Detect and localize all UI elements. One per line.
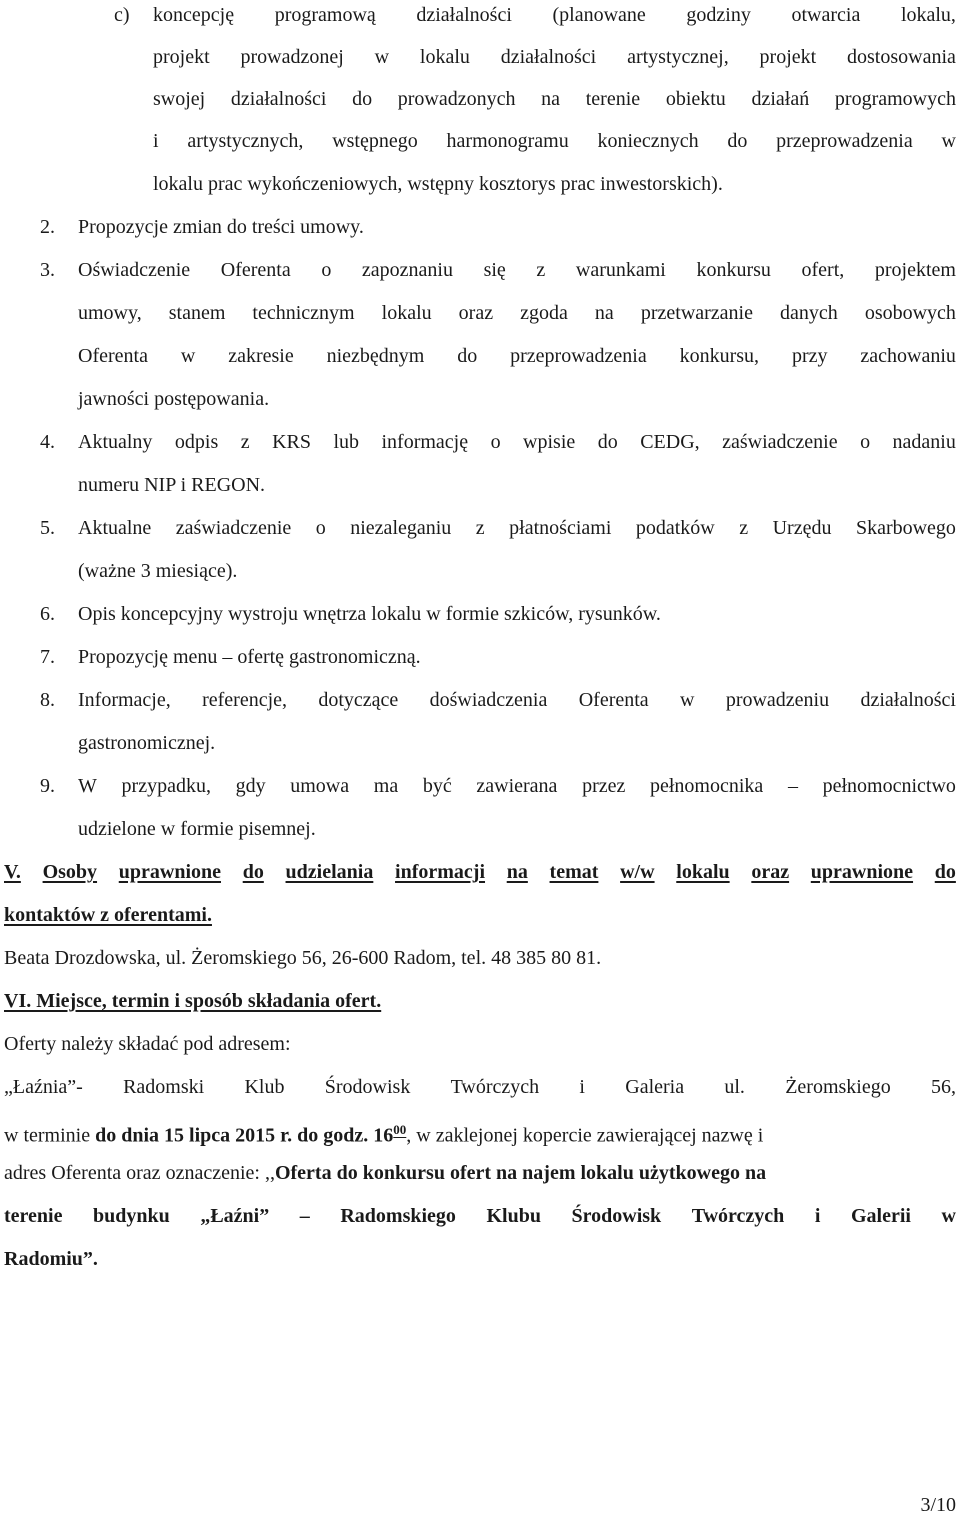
word: stanem [168, 302, 226, 324]
list-item-line: jawności postępowania. [78, 388, 270, 410]
word: harmonogramu [446, 130, 569, 152]
word: do [352, 88, 373, 110]
word: danych [780, 302, 838, 324]
word: i [814, 1205, 821, 1227]
word: uprawnione [810, 861, 914, 883]
word: prowadzeniu [725, 689, 830, 711]
list-item-line [78, 771, 956, 801]
word: o [490, 431, 501, 453]
word: przetwarzanie [640, 302, 753, 324]
word: Środowisk [571, 1205, 662, 1227]
word: gdy [235, 775, 266, 797]
word: zachowaniu [860, 345, 956, 367]
word: Żeromskiego [785, 1076, 891, 1098]
word: zaświadczenie [722, 431, 838, 453]
word: umowy, [78, 302, 142, 324]
item-c-line [153, 0, 956, 30]
submission-intro: Oferty należy składać pod adresem: [4, 1033, 291, 1055]
word: osobowych [864, 302, 956, 324]
word: zgoda [520, 302, 568, 324]
section-v-heading [4, 857, 956, 887]
word: godziny [686, 4, 751, 26]
word: Oferenta [220, 259, 291, 281]
word: prowadzonej [240, 46, 344, 68]
word: swojej [153, 88, 206, 110]
list-number: 6. [40, 603, 55, 625]
word: udzielania [285, 861, 374, 883]
deadline-prefix: w terminie [4, 1124, 96, 1147]
list-item-line [78, 255, 956, 285]
section-v-heading: kontaktów z oferentami. [4, 904, 212, 926]
word: zakresie [228, 345, 294, 367]
word: na [541, 88, 561, 110]
word: CEDG, [640, 431, 700, 453]
word: w [941, 130, 956, 152]
word: informacji [395, 861, 486, 883]
word: KRS [272, 431, 311, 453]
list-item-line [78, 341, 956, 371]
word: „Łaźni” [200, 1205, 270, 1227]
list-number: 2. [40, 216, 55, 238]
word: projekt [153, 46, 210, 68]
contact-info: Beata Drozdowska, ul. Żeromskiego 56, 26-600 Radom, tel. 48 385 80 81. [4, 947, 602, 969]
word: na [506, 861, 528, 883]
word: z [536, 259, 546, 281]
word: niezbędnym [326, 345, 425, 367]
word: wpisie [523, 431, 576, 453]
word: o [860, 431, 871, 453]
list-item-line: (ważne 3 miesiące). [78, 560, 238, 582]
word: Informacje, [78, 689, 171, 711]
word: pełnomocnika [650, 775, 764, 797]
word: podatków [635, 517, 715, 539]
list-item-line [78, 298, 956, 328]
word: o [315, 517, 326, 539]
word: Oświadczenie [78, 259, 191, 281]
section-vi-heading: VI. Miejsce, termin i sposób składania ofert. [4, 990, 382, 1012]
word: doświadczenia [429, 689, 548, 711]
list-item-line: Propozycję menu – ofertę gastronomiczną. [78, 646, 421, 668]
word: projektem [874, 259, 956, 281]
word: zawierana [476, 775, 558, 797]
deadline-minutes: 00 [393, 1122, 407, 1137]
word: zaświadczenie [175, 517, 292, 539]
word: przez [582, 775, 626, 797]
word: – [787, 775, 798, 797]
word: do [934, 861, 956, 883]
word: w [680, 689, 695, 711]
word: ma [373, 775, 399, 797]
list-item-line: Opis koncepcyjny wystroju wnętrza lokalu w formie szkiców, rysunków. [78, 603, 661, 625]
word: projekt [759, 46, 817, 68]
word: przypadku, [121, 775, 211, 797]
list-number: 7. [40, 646, 55, 668]
deadline-suffix: , w zaklejonej kopercie zawierającej nazwę i [406, 1124, 764, 1147]
word: Klubu [486, 1205, 541, 1227]
word: Radomski [123, 1076, 205, 1098]
word: „Łaźnia”- [4, 1076, 83, 1098]
list-number: 8. [40, 689, 55, 711]
word: terenie [4, 1205, 63, 1227]
word: przeprowadzenia [776, 130, 913, 152]
list-item-line [78, 513, 956, 543]
word: działalności [860, 689, 956, 711]
word: z [739, 517, 749, 539]
word: W [78, 775, 97, 797]
word: działalności [416, 4, 512, 26]
word: wstępnego [332, 130, 418, 152]
word: artystycznych, [187, 130, 304, 152]
word: koncepcję [153, 4, 235, 26]
label-prefix: adres Oferenta oraz oznaczenie: ,, [4, 1162, 275, 1184]
word: 56, [931, 1076, 956, 1098]
word: w [941, 1205, 956, 1227]
label-bold: Oferta do konkursu ofert na najem lokalu użytkowego na [274, 1162, 767, 1184]
item-c-line: lokalu prac wykończeniowych, wstępny kosztorys prac inwestorskich). [153, 173, 723, 195]
item-c-line [153, 126, 956, 156]
word: działań [751, 88, 810, 110]
word: być [422, 775, 452, 797]
word: otwarcia [791, 4, 861, 26]
word: Galerii [850, 1205, 911, 1227]
word: do [597, 431, 618, 453]
word: Oferenta [578, 689, 649, 711]
word: działalności [500, 46, 597, 68]
word: do [727, 130, 748, 152]
word: działalności [230, 88, 327, 110]
list-number: 3. [40, 259, 55, 281]
word: V. [4, 861, 21, 883]
item-c-line [153, 84, 956, 114]
word: niezaleganiu [350, 517, 452, 539]
word: – [299, 1205, 310, 1227]
word: przeprowadzenia [510, 345, 647, 367]
word: obiektu [665, 88, 726, 110]
envelope-label-line [4, 1158, 956, 1188]
word: temat [549, 861, 599, 883]
word: Oferenta [78, 345, 148, 367]
word: informację [381, 431, 469, 453]
word: Galeria [625, 1076, 685, 1098]
word: płatnościami [509, 517, 612, 539]
word: w [374, 46, 390, 68]
word: i [153, 130, 159, 152]
word: lokalu [419, 46, 470, 68]
word: referencje, [202, 689, 287, 711]
word: oraz [751, 861, 790, 883]
word: technicznym [252, 302, 355, 324]
item-c-label: c) [114, 4, 130, 26]
word: Skarbowego [855, 517, 956, 539]
deadline-date: do dnia 15 lipca 2015 r. do godz. 16 [95, 1124, 394, 1147]
word: konkursu, [679, 345, 760, 367]
word: dotyczące [318, 689, 399, 711]
submission-deadline [4, 1115, 956, 1145]
word: artystycznej, [627, 46, 729, 68]
word: lokalu [381, 302, 432, 324]
word: pełnomocnictwo [822, 775, 956, 797]
list-item-line: gastronomicznej. [78, 732, 216, 754]
word: warunkami [575, 259, 666, 281]
word: odpis [174, 431, 219, 453]
word: Środowisk [324, 1076, 411, 1098]
page-number: 3/10 [920, 1494, 956, 1516]
list-number: 9. [40, 775, 55, 797]
word: z [240, 431, 250, 453]
list-item-line: numeru NIP i REGON. [78, 474, 266, 496]
word: nadaniu [892, 431, 956, 453]
list-item-line: udzielone w formie pisemnej. [78, 818, 316, 840]
word: dostosowania [847, 46, 956, 68]
word: budynku [93, 1205, 170, 1227]
word: ul. [724, 1076, 745, 1098]
word: się [483, 259, 506, 281]
word: lub [333, 431, 360, 453]
word: umowa [290, 775, 350, 797]
word: lokalu, [900, 4, 956, 26]
word: prowadzonych [397, 88, 516, 110]
word: Radomskiego [340, 1205, 456, 1227]
word: Urzędu [772, 517, 832, 539]
envelope-label-line [4, 1201, 956, 1231]
word: na [594, 302, 614, 324]
word: Aktualne [78, 517, 152, 539]
item-c-line [153, 42, 956, 72]
list-item-line: Propozycje zmian do treści umowy. [78, 216, 364, 238]
envelope-label-line: Radomiu”. [4, 1248, 98, 1270]
submission-address [4, 1072, 956, 1102]
word: do [242, 861, 264, 883]
list-number: 4. [40, 431, 55, 453]
word: oraz [458, 302, 494, 324]
word: w/w [620, 861, 655, 883]
word: programowych [834, 88, 956, 110]
list-item-line [78, 427, 956, 457]
word: o [321, 259, 332, 281]
list-item-line [78, 685, 956, 715]
word: w [180, 345, 196, 367]
word: i [579, 1076, 585, 1098]
word: Twórczych [691, 1205, 785, 1227]
word: Aktualny [78, 431, 153, 453]
word: terenie [585, 88, 641, 110]
word: Twórczych [450, 1076, 540, 1098]
word: lokalu [676, 861, 730, 883]
word: konkursu [696, 259, 771, 281]
list-number: 5. [40, 517, 55, 539]
word: (planowane [552, 4, 646, 26]
word: uprawnione [118, 861, 221, 883]
word: koniecznych [597, 130, 699, 152]
word: ofert, [801, 259, 845, 281]
word: Klub [244, 1076, 285, 1098]
word: przy [791, 345, 828, 367]
word: z [475, 517, 485, 539]
word: Osoby [42, 861, 98, 883]
word: zapoznaniu [361, 259, 453, 281]
word: programową [274, 4, 376, 26]
word: do [457, 345, 478, 367]
